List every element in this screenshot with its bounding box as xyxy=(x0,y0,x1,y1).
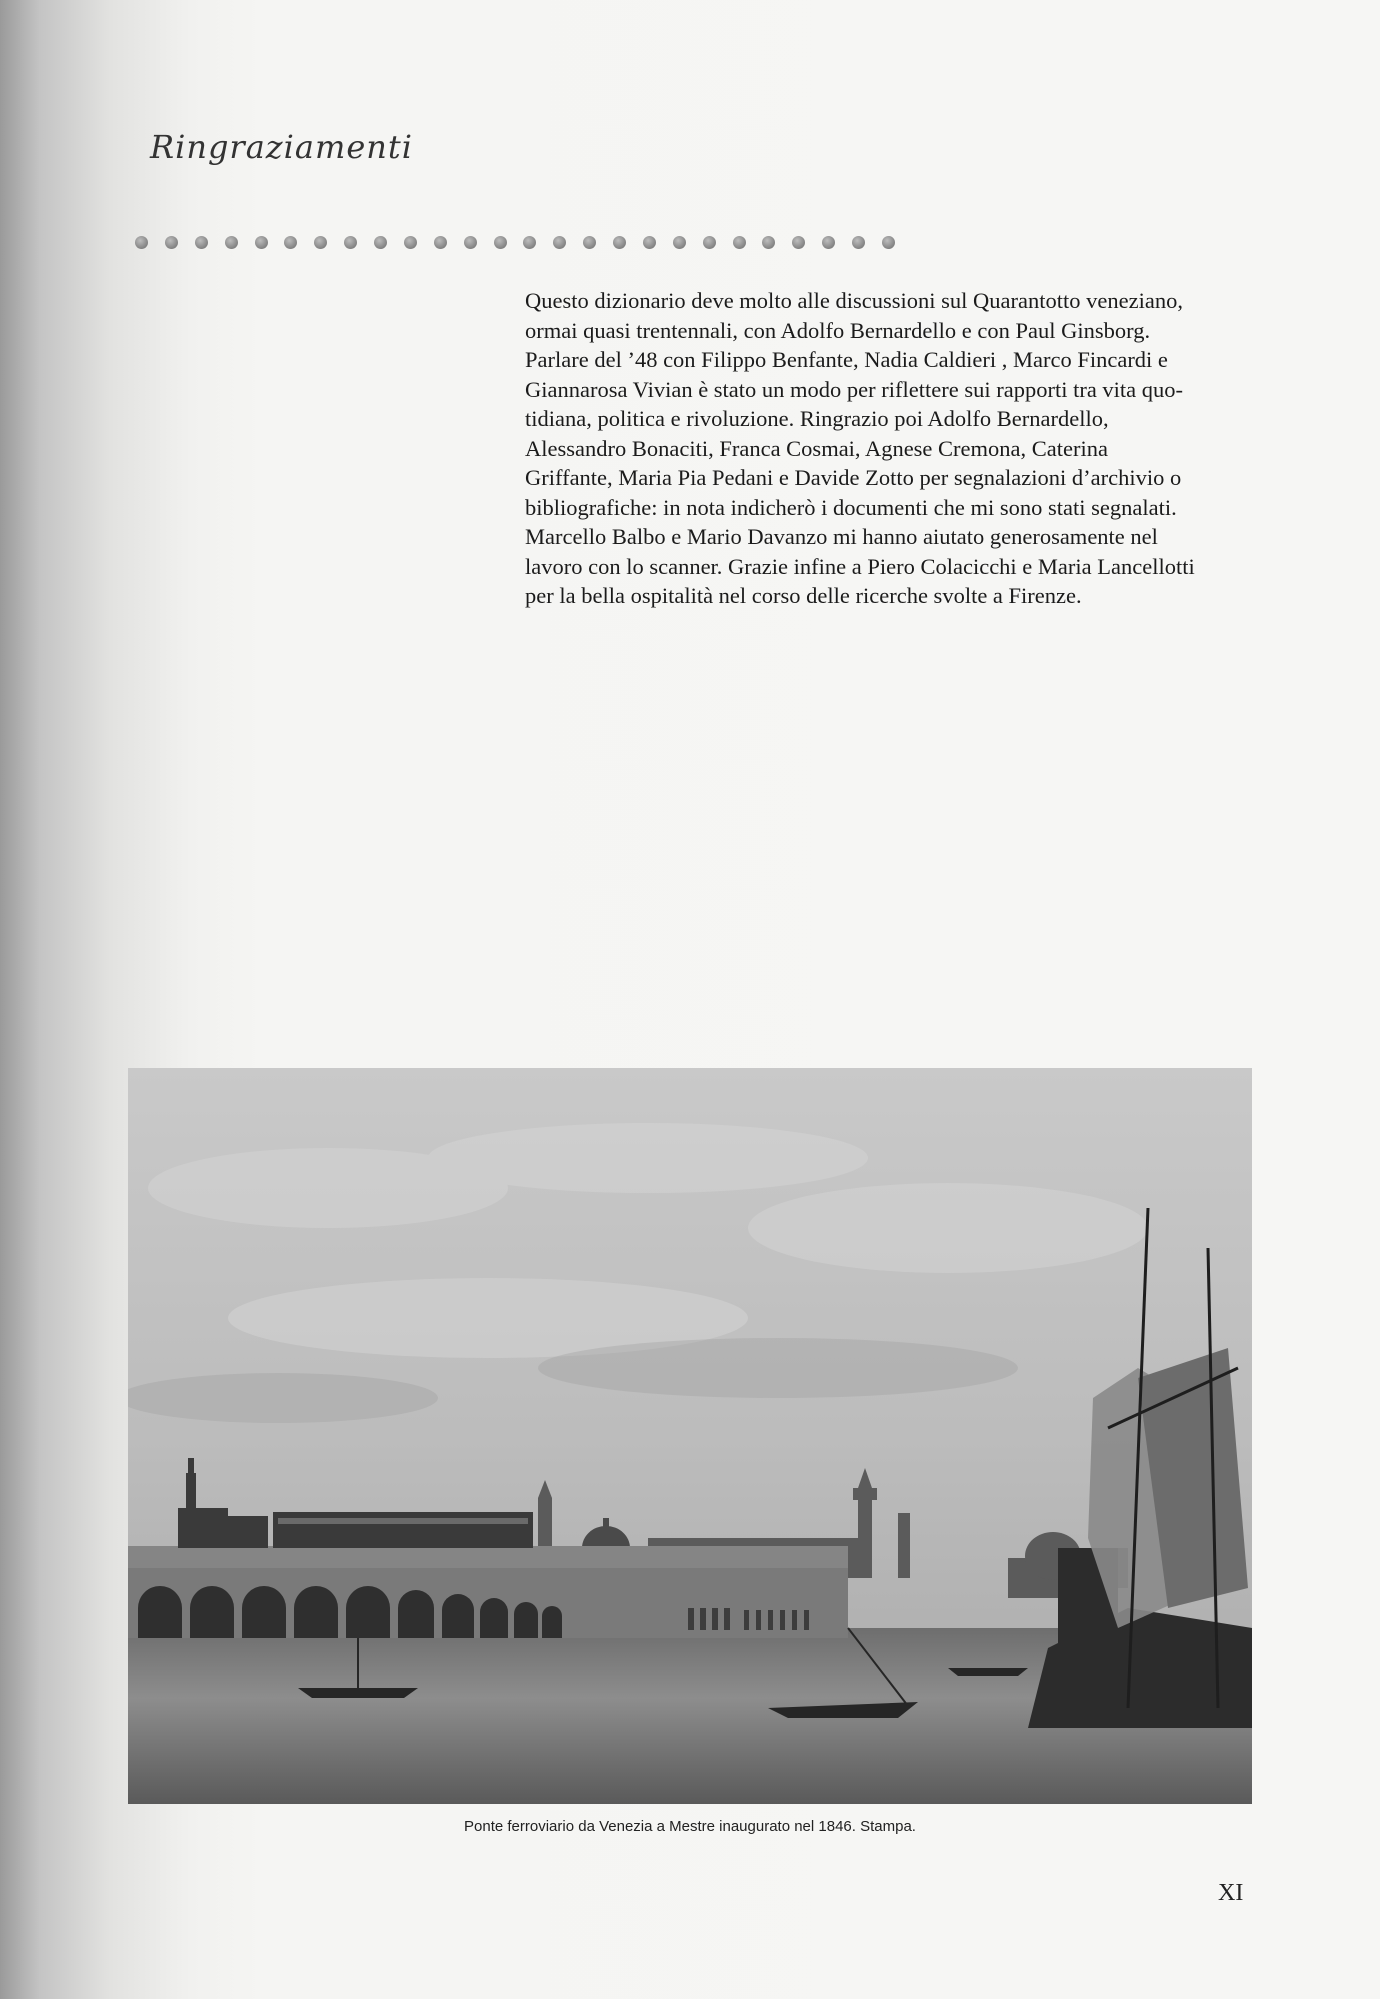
divider-dot xyxy=(344,236,357,249)
divider-dot xyxy=(464,236,477,249)
divider-dot xyxy=(762,236,775,249)
divider-dot xyxy=(553,236,566,249)
text-line: ormai quasi trentennali, con Adolfo Bernardello e con Paul Ginsborg. xyxy=(525,317,1151,343)
text-line: Questo dizionario deve molto alle discussioni sul Quarantotto veneziano, xyxy=(525,288,1183,313)
text-line: lavoro con lo scanner. Grazie infine a Piero Colacicchi e Maria Lancellotti xyxy=(525,553,1195,579)
divider-dot xyxy=(225,236,238,249)
divider-dot xyxy=(195,236,208,249)
page-heading: Ringraziamenti xyxy=(150,128,413,166)
divider-dot xyxy=(135,236,148,249)
divider-dot xyxy=(613,236,626,249)
divider-dot xyxy=(284,236,297,249)
divider-dot xyxy=(165,236,178,249)
text-line: Marcello Balbo e Mario Davanzo mi hanno aiutato generosamente nel xyxy=(525,524,1158,549)
divider-dot xyxy=(583,236,596,249)
divider-dot xyxy=(255,236,268,249)
text-line: Alessandro Bonaciti, Franca Cosmai, Agnese Cremona, Caterina xyxy=(525,435,1108,461)
text-line: tidiana, politica e rivoluzione. Ringrazio poi Adolfo Bernardello, xyxy=(525,406,1109,431)
text-line: Giannarosa Vivian è stato un modo per riflettere sui rapporti tra vita quo- xyxy=(525,376,1184,402)
text-line: per la bella ospitalità nel corso delle ricerche svolte a Firenze. xyxy=(525,583,1082,608)
divider-dot xyxy=(434,236,447,249)
divider-dot xyxy=(822,236,835,249)
divider-dot xyxy=(882,236,895,249)
divider-dot xyxy=(673,236,686,249)
acknowledgements-text xyxy=(525,286,1261,611)
divider-dot xyxy=(494,236,507,249)
text-line: Parlare del ’48 con Filippo Benfante, Nadia Caldieri , Marco Fincardi e xyxy=(525,347,1168,372)
divider-dot xyxy=(733,236,746,249)
engraving-illustration xyxy=(128,1068,1252,1804)
text-line: Griffante, Maria Pia Pedani e Davide Zotto per segnalazioni d’archivio o xyxy=(525,465,1182,490)
railway-bridge-print xyxy=(128,1068,1252,1804)
divider-dot xyxy=(523,236,536,249)
divider-dot xyxy=(792,236,805,249)
divider-dot xyxy=(374,236,387,249)
divider-dot xyxy=(314,236,327,249)
divider-dot xyxy=(404,236,417,249)
page-number: XI xyxy=(1218,1880,1244,1906)
dot-divider xyxy=(135,234,895,250)
figure-caption: Ponte ferroviario da Venezia a Mestre inaugurato nel 1846. Stampa. xyxy=(464,1818,916,1835)
divider-dot xyxy=(703,236,716,249)
text-line: bibliografiche: in nota indicherò i documenti che mi sono stati segnalati. xyxy=(525,494,1177,520)
divider-dot xyxy=(643,236,656,249)
divider-dot xyxy=(852,236,865,249)
